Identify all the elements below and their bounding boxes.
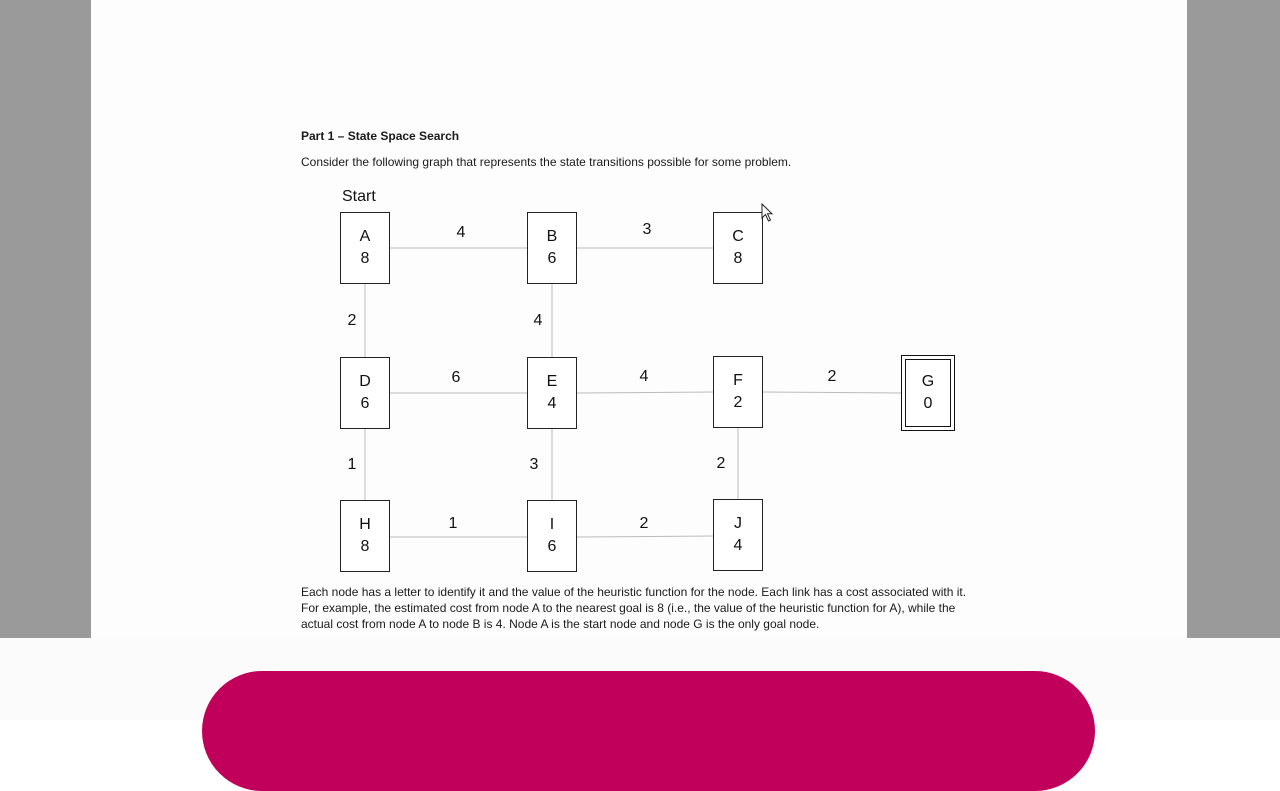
edge-e-f bbox=[577, 392, 713, 393]
edge-weight-d-h: 1 bbox=[347, 456, 357, 473]
node-i bbox=[527, 500, 577, 572]
node-i-heuristic: 6 bbox=[547, 538, 557, 555]
node-f-heuristic: 2 bbox=[733, 394, 743, 411]
intro-text: Consider the following graph that represents the state transitions possible for some problem. bbox=[301, 155, 792, 169]
edge-weight-e-i: 3 bbox=[529, 456, 539, 473]
edge-weight-a-b: 4 bbox=[456, 224, 466, 241]
node-d-label: D bbox=[359, 373, 371, 390]
explanation-text: Each node has a letter to identify it and the value of the heuristic function for the node. Each link has a cost associated with it. For example, the estimated cost from node A to the nearest goal is 8 (i.e., the value of the heuristic function for A), while the actual cost from node A to node B is 4. Node A is the start node and node G is the only goal node. bbox=[301, 585, 967, 631]
node-f bbox=[713, 356, 763, 428]
node-j-heuristic: 4 bbox=[733, 537, 743, 554]
section-heading: Part 1 – State Space Search bbox=[301, 129, 460, 143]
edge-weight-b-c: 3 bbox=[642, 221, 652, 238]
node-b-label: B bbox=[546, 228, 558, 245]
mouse-cursor-icon bbox=[761, 203, 775, 223]
node-j bbox=[713, 499, 763, 571]
node-g-heuristic: 0 bbox=[923, 395, 933, 412]
left-gutter bbox=[0, 0, 91, 638]
edge-weight-b-e: 4 bbox=[533, 312, 543, 329]
node-d bbox=[340, 357, 390, 429]
node-h bbox=[340, 500, 390, 572]
goal-inner-border bbox=[905, 359, 951, 427]
node-a-label: A bbox=[359, 228, 371, 245]
node-i-label: I bbox=[549, 516, 555, 533]
node-c-label: C bbox=[732, 228, 744, 245]
edge-weight-a-d: 2 bbox=[347, 312, 357, 329]
node-a bbox=[340, 212, 390, 284]
bottom-banner-pill bbox=[202, 671, 1095, 791]
node-b-heuristic: 6 bbox=[547, 250, 557, 267]
edge-f-g bbox=[763, 392, 901, 393]
edge-i-j bbox=[577, 536, 713, 537]
node-e-label: E bbox=[546, 373, 558, 390]
right-gutter bbox=[1187, 0, 1280, 638]
node-e bbox=[527, 357, 577, 429]
document-page bbox=[91, 0, 1187, 638]
edge-weight-f-g: 2 bbox=[827, 368, 837, 385]
node-d-heuristic: 6 bbox=[360, 395, 370, 412]
edge-weight-i-j: 2 bbox=[639, 515, 649, 532]
graph-edges bbox=[91, 0, 1187, 638]
node-g-label: G bbox=[921, 373, 935, 390]
node-a-heuristic: 8 bbox=[360, 250, 370, 267]
node-b bbox=[527, 212, 577, 284]
node-h-label: H bbox=[359, 516, 371, 533]
node-e-heuristic: 4 bbox=[547, 395, 557, 412]
edge-weight-e-f: 4 bbox=[639, 368, 649, 385]
edge-weight-h-i: 1 bbox=[448, 515, 458, 532]
edge-weight-f-j: 2 bbox=[716, 455, 726, 472]
node-h-heuristic: 8 bbox=[360, 538, 370, 555]
node-f-label: F bbox=[733, 372, 743, 389]
node-j-label: J bbox=[734, 515, 742, 532]
node-c-heuristic: 8 bbox=[733, 250, 743, 267]
start-label: Start bbox=[342, 188, 376, 205]
node-c bbox=[713, 212, 763, 284]
edge-weight-d-e: 6 bbox=[451, 369, 461, 386]
node-g-goal bbox=[901, 355, 955, 431]
